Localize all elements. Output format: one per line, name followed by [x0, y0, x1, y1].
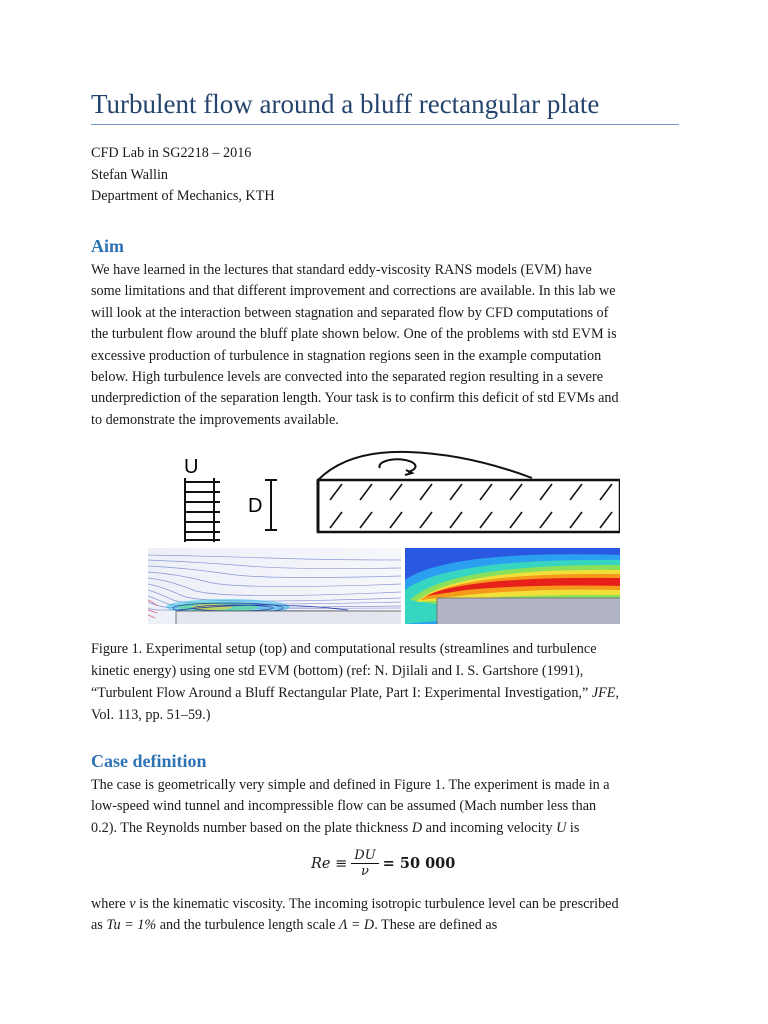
symbol-tu: Tu = 1% — [106, 917, 157, 934]
symbol-d: D — [411, 819, 423, 836]
caption-line: Vol. 113, pp. 51–59.) — [91, 707, 211, 723]
case-line: low-speed wind tunnel and incompressible flow can be assumed (Mach number less than — [91, 798, 597, 815]
velocity-label: U — [184, 456, 199, 478]
caption-line: kinetic energy) using one std EVM (bottom) (ref: N. Djilali and I. S. Gartshore (1991), — [91, 663, 584, 679]
eq-numerator: DU — [354, 848, 376, 863]
figure-caption — [91, 638, 619, 726]
caption-line: Figure 1. Experimental setup (top) and computational results (streamlines and turbulence — [91, 641, 597, 657]
case-paragraph-2 — [91, 894, 691, 937]
thickness-dimension — [248, 480, 277, 530]
case-text: where — [91, 896, 130, 912]
aim-line: underprediction of the separation length. Your task is to confirm this deficit of std EVMs and — [91, 390, 619, 407]
aim-line: We have learned in the lectures that standard eddy-viscosity RANS models (EVM) have — [91, 262, 592, 278]
caption-text: , — [615, 685, 619, 701]
case-text: and the turbulence length scale — [156, 917, 339, 934]
symbol-lambda: Λ = D — [338, 917, 375, 934]
author-line: Stefan Wallin — [91, 166, 169, 183]
eq-denominator: ν — [361, 864, 369, 879]
case-definition-heading: Case definition — [91, 751, 207, 771]
title-underline — [91, 124, 679, 125]
aim-heading: Aim — [91, 236, 124, 256]
caption-text: “Turbulent Flow Around a Bluff Rectangular Plate, Part I: Experimental Investigation,” — [91, 685, 592, 701]
plate-schematic — [318, 452, 620, 532]
reynolds-equation — [310, 848, 456, 879]
case-text: . These are defined as — [374, 917, 498, 934]
aim-line: the turbulent flow around the bluff plate shown below. One of the problems with std EVM is — [91, 326, 617, 343]
symbol-u: U — [556, 819, 567, 836]
case-line — [91, 818, 691, 839]
caption-line — [91, 682, 619, 704]
case-line — [91, 894, 691, 915]
aim-line: will look at the interaction between stagnation and separated flow by CFD computations of — [91, 304, 609, 321]
figure-1 — [148, 450, 620, 624]
department-line: Department of Mechanics, KTH — [91, 188, 275, 204]
case-line: The case is geometrically very simple and defined in Figure 1. The experiment is made in a — [91, 777, 610, 793]
document-title: Turbulent flow around a bluff rectangular plate — [91, 89, 600, 119]
case-text: as — [91, 917, 107, 934]
symbol-nu: ν — [129, 896, 136, 912]
eq-lhs: Re ≡ — [311, 855, 348, 872]
case-text: 0.2). The Reynolds number based on the plate thickness — [91, 819, 412, 836]
aim-line: to demonstrate the improvements available. — [91, 411, 339, 428]
course-line: CFD Lab in SG2218 – 2016 — [91, 145, 252, 161]
case-paragraph — [91, 775, 691, 839]
aim-line: some limitations and that different improvement and corrections are available. In this lab we — [91, 283, 616, 300]
case-line — [91, 915, 691, 936]
thickness-label: D — [248, 495, 263, 517]
tke-contour-plot — [405, 548, 620, 624]
case-text: is the kinematic viscosity. The incoming isotropic turbulence level can be prescribed — [135, 896, 619, 912]
aim-line: excessive production of turbulence in stagnation regions seen in the example computation — [91, 347, 602, 364]
document-meta — [91, 143, 275, 208]
caption-journal: JFE — [591, 685, 616, 701]
eq-rhs: = 50 000 — [382, 855, 456, 872]
case-text: and incoming velocity — [422, 819, 557, 836]
streamline-plot — [148, 548, 401, 624]
aim-paragraph — [91, 260, 691, 431]
case-text: is — [566, 819, 580, 836]
inflow-diagram — [184, 456, 220, 542]
aim-line: below. High turbulence levels are convected into the separated region resulting in a severe — [91, 369, 603, 386]
